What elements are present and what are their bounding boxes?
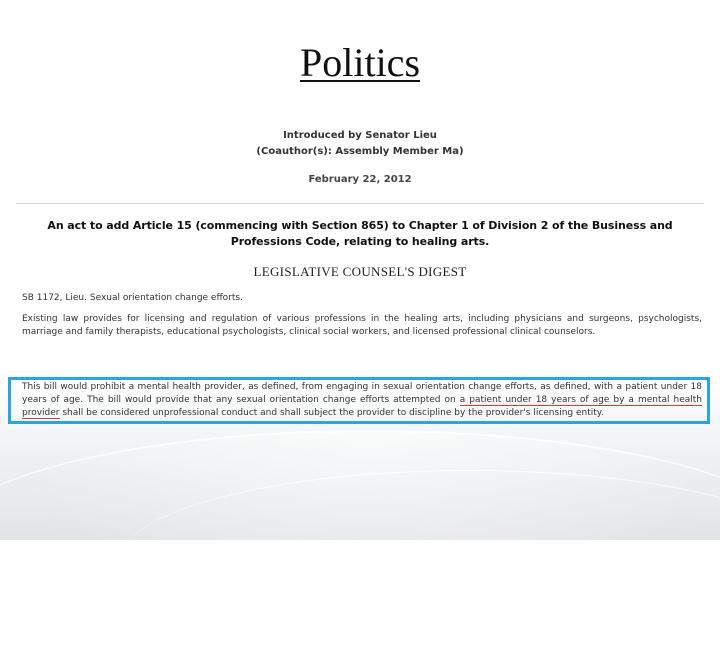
slide-title (0, 40, 720, 86)
slide-title-text: Politics (299, 40, 421, 85)
highlighted-paragraph (22, 381, 702, 420)
bill-document (0, 128, 720, 339)
act-title: An act to add Article 15 (commencing with Section 865) to Chapter 1 of Division 2 of the Business and Professions Code, relating to healing arts. (47, 219, 673, 248)
existing-law-paragraph: Existing law provides for licensing and regulation of various professions in the healing arts, including physicians and surgeons, psychologists, marriage and family therapists, educational psychologists, clinical social workers, and licensed professional clinical counselors. (22, 314, 702, 337)
divider (16, 203, 704, 204)
bill-summary-line: SB 1172, Lieu. Sexual orientation change efforts. (22, 293, 243, 303)
coauthor-line: (Coauthor(s): Assembly Member Ma) (256, 146, 464, 157)
introduced-by: Introduced by Senator Lieu (283, 130, 437, 141)
introduction-block (0, 128, 720, 160)
bill-date: February 22, 2012 (308, 174, 412, 185)
underlined-phrase: a patient under 18 years of age by a mental health provider (22, 395, 703, 418)
highlight-text-part2: shall be considered unprofessional conduct and shall subject the provider to discipline by the provider's licensing entity. (59, 408, 604, 418)
digest-heading: LEGISLATIVE COUNSEL'S DIGEST (253, 264, 467, 279)
highlight-text-part1: This bill would prohibit a mental health provider, as defined, from engaging in sexual orientation change efforts, as defined, with a patient under 18 years of age. The bill would provide that any sexual orientation change efforts attempted on (22, 382, 702, 405)
